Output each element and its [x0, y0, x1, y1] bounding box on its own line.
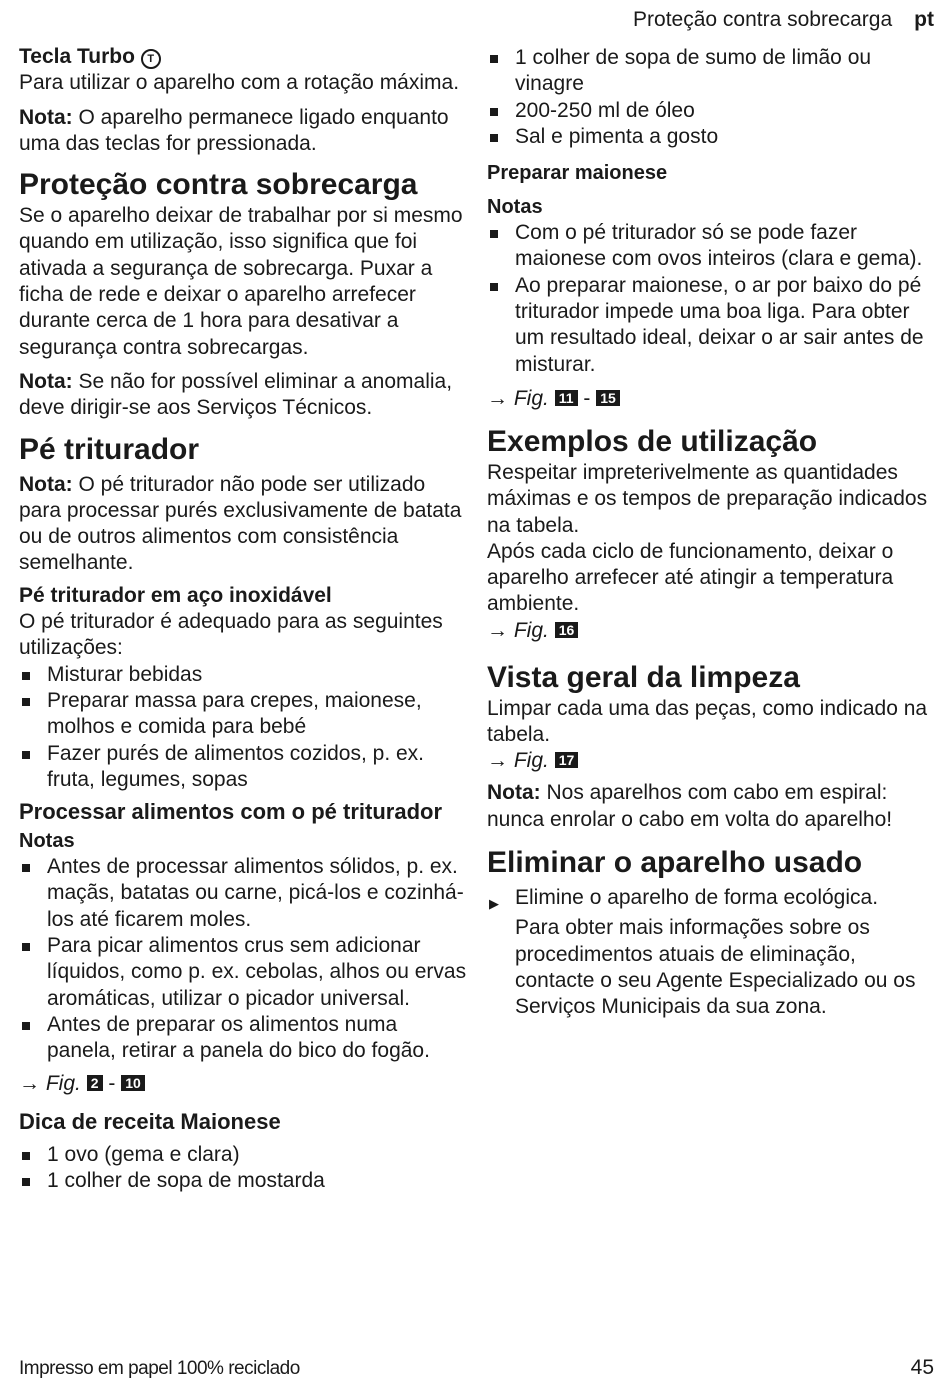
cleaning-text: Limpar cada uma das peças, como indicado na tabela.	[487, 696, 928, 747]
list-item: 1 ovo (gema e clara)	[19, 1142, 469, 1168]
list-item: 200-250 ml de óleo	[487, 98, 937, 124]
fig-badge: 15	[596, 390, 620, 406]
note-label: Nota:	[19, 472, 73, 496]
list-item: 1 colher de sopa de mostarda	[19, 1168, 469, 1194]
page-number: 45	[910, 1356, 934, 1379]
figure-reference: → Fig. 11 - 15	[487, 386, 937, 412]
fig-badge: 10	[121, 1075, 145, 1091]
footer-note: Impresso em papel 100% reciclado	[19, 1358, 300, 1379]
steel-list	[19, 662, 469, 793]
note-label: Nota:	[487, 781, 541, 805]
fig-badge: 16	[555, 622, 579, 638]
bullet-icon	[490, 134, 498, 142]
bullet-icon	[22, 1022, 30, 1030]
arrow-icon: →	[487, 618, 508, 642]
mayo-title: Preparar maionese	[487, 162, 668, 185]
right-column	[487, 45, 937, 1020]
disposal-text: Para obter mais informações sobre os procedimentos atuais de eliminação, contacte o seu Agente Especializado ou os Serviços Municipais da sua zona.	[515, 916, 916, 1019]
note-label: Nota:	[19, 369, 73, 393]
header-section: Proteção contra sobrecarga	[633, 8, 893, 31]
fig-badge: 11	[555, 390, 578, 406]
process-list	[19, 854, 469, 1064]
fig-badge: 2	[87, 1075, 103, 1091]
turbo-icon: T	[141, 49, 161, 69]
recipe-list-continued	[487, 45, 937, 150]
cleaning-title: Vista geral da limpeza	[487, 660, 800, 694]
list-item: Sal e pimenta a gosto	[487, 124, 937, 150]
turbo-note: Nota: O aparelho permanece ligado enquanto uma das teclas for pressionada.	[19, 105, 449, 155]
figure-reference: → Fig. 16	[487, 618, 937, 644]
turbo-title: Tecla Turbo T	[19, 44, 469, 70]
left-column	[19, 44, 469, 1194]
bullet-icon	[22, 1152, 30, 1160]
note-label: Nota:	[19, 105, 73, 129]
list-item: Para picar alimentos crus sem adicionar líquidos, como p. ex. cebolas, alhos ou ervas aromáticas, utilizar o picador universal.	[19, 933, 469, 1012]
page-header	[633, 8, 934, 32]
bullet-icon	[22, 751, 30, 759]
process-notes-label: Notas	[19, 830, 75, 853]
examples-text: Respeitar impreterivelmente as quantidades máximas e os tempos de preparação indicados na tabela.	[487, 460, 928, 537]
overload-text: Se o aparelho deixar de trabalhar por si mesmo quando em utilização, isso significa que foi ativada a segurança de sobrecarga. Puxar a ficha de rede e deixar o aparelho arrefecer durante cerca de 1 hora para desativar a segurança contra sobrecargas.	[19, 204, 463, 359]
steel-text: O pé triturador é adequado para as seguintes utilizações:	[19, 610, 443, 660]
list-item: Misturar bebidas	[19, 662, 469, 688]
list-item: Antes de processar alimentos sólidos, p. ex. maçãs, batatas ou carne, picá-los e cozinhá-los até ficarem moles.	[19, 854, 469, 933]
figure-reference: → Fig. 17	[487, 748, 937, 774]
fig-badge: 17	[555, 752, 579, 768]
bullet-icon	[22, 864, 30, 872]
examples-text: Após cada ciclo de funcionamento, deixar o aparelho arrefecer até atingir a temperatura ambiente.	[487, 539, 894, 616]
bullet-icon	[22, 943, 30, 951]
bullet-icon	[490, 283, 498, 291]
list-item: Antes de preparar os alimentos numa panela, retirar a panela do bico do fogão.	[19, 1012, 469, 1065]
list-item: Ao preparar maionese, o ar por baixo do pé triturador impede uma boa liga. Para obter um resultado ideal, deixar o ar sair antes de misturar.	[487, 273, 937, 378]
list-item: Fazer purés de alimentos cozidos, p. ex. fruta, legumes, sopas	[19, 741, 469, 794]
overload-title: Proteção contra sobrecarga	[19, 168, 418, 202]
mayo-notes-label: Notas	[487, 196, 543, 219]
mayo-list	[487, 220, 937, 378]
recipe-title: Dica de receita Maionese	[19, 1108, 281, 1134]
disposal-list	[487, 885, 937, 911]
examples-title: Exemplos de utilização	[487, 424, 818, 458]
bullet-icon	[22, 1178, 30, 1186]
arrow-icon: →	[487, 386, 508, 410]
recipe-list	[19, 1142, 469, 1195]
list-item: 1 colher de sopa de sumo de limão ou vinagre	[487, 45, 937, 98]
cleaning-note: Nota: Nos aparelhos com cabo em espiral: nunca enrolar o cabo em volta do aparelho!	[487, 781, 893, 831]
list-item: ▶ Elimine o aparelho de forma ecológica.	[487, 885, 937, 911]
figure-reference: → Fig. 2 - 10	[19, 1071, 469, 1097]
process-title: Processar alimentos com o pé triturador	[19, 799, 443, 825]
blender-title: Pé triturador	[19, 432, 200, 466]
bullet-icon	[22, 698, 30, 706]
steel-title: Pé triturador em aço inoxidável	[19, 583, 332, 607]
bullet-icon	[490, 230, 498, 238]
arrow-icon: →	[19, 1071, 40, 1095]
arrow-icon: →	[487, 749, 508, 773]
blender-note: Nota: O pé triturador não pode ser utilizado para processar purés exclusivamente de batata ou de outros alimentos com consistência semelhante.	[19, 472, 462, 575]
triangle-bullet-icon: ▶	[489, 895, 499, 911]
bullet-icon	[490, 108, 498, 116]
list-item: Com o pé triturador só se pode fazer maionese com ovos inteiros (clara e gema).	[487, 220, 937, 273]
header-lang: pt	[914, 8, 934, 31]
overload-note: Nota: Se não for possível eliminar a anomalia, deve dirigir-se aos Serviços Técnicos.	[19, 369, 453, 420]
disposal-title: Eliminar o aparelho usado	[487, 845, 863, 879]
bullet-icon	[22, 672, 30, 680]
bullet-icon	[490, 55, 498, 63]
list-item: Preparar massa para crepes, maionese, molhos e comida para bebé	[19, 688, 469, 741]
turbo-text: Para utilizar o aparelho com a rotação máxima.	[19, 71, 460, 95]
